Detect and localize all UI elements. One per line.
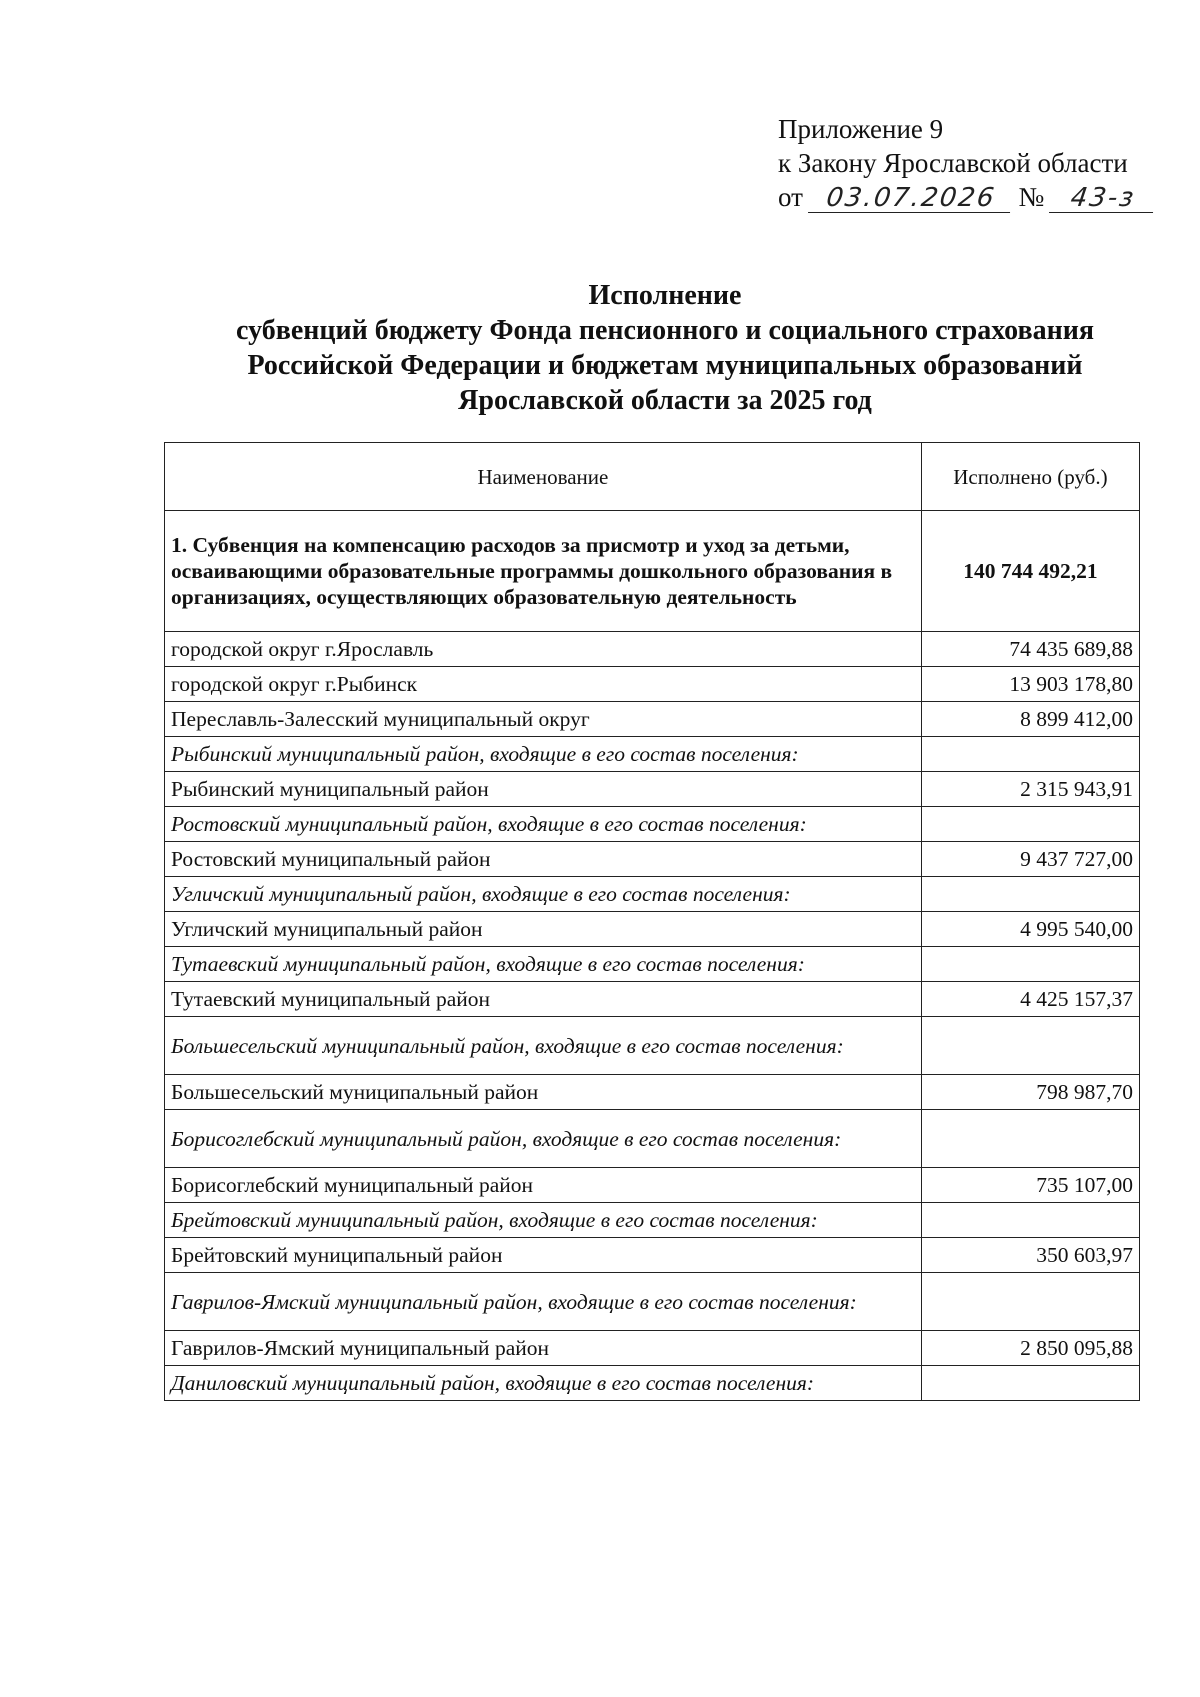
table-row (165, 1017, 1140, 1075)
appendix-number: Приложение 9 (778, 114, 944, 144)
table-row (165, 807, 1140, 842)
table-row (165, 982, 1140, 1017)
table-row-name: Борисоглебский муниципальный район (165, 1168, 922, 1203)
law-date-number-line (778, 180, 1155, 214)
table-row (165, 737, 1140, 772)
from-label: от (778, 182, 803, 212)
table-row (165, 1366, 1140, 1401)
table-row-value: 4 995 540,00 (921, 912, 1139, 947)
table-row-name: Даниловский муниципальный район, входящие в его состав поселения: (165, 1366, 922, 1401)
table-row-value: 2 850 095,88 (921, 1331, 1139, 1366)
table-row-name: Угличский муниципальный район, входящие в его состав поселения: (165, 877, 922, 912)
table-row-name: городской округ г.Ярославль (165, 632, 922, 667)
table-row (165, 1075, 1140, 1110)
table-row-value (921, 1017, 1139, 1075)
column-header-value: Исполнено (руб.) (921, 443, 1139, 511)
title-line-2: субвенций бюджету Фонда пенсионного и социального страхования (236, 315, 1094, 346)
table-row-name: Рыбинский муниципальный район, входящие в его состав поселения: (165, 737, 922, 772)
table-row (165, 912, 1140, 947)
table-row (165, 842, 1140, 877)
table-row-name: Рыбинский муниципальный район (165, 772, 922, 807)
table-row-name: Ростовский муниципальный район (165, 842, 922, 877)
title-line-4: Ярославской области за 2025 год (458, 385, 872, 416)
table-row (165, 947, 1140, 982)
table-row (165, 1168, 1140, 1203)
table-row-value: 350 603,97 (921, 1238, 1139, 1273)
table-header-row (165, 443, 1140, 511)
table-row-value: 735 107,00 (921, 1168, 1139, 1203)
table-row (165, 1110, 1140, 1168)
table-row-value: 4 425 157,37 (921, 982, 1139, 1017)
table-row (165, 1238, 1140, 1273)
table-row-value (921, 1366, 1139, 1401)
law-reference: к Закону Ярославской области (778, 148, 1128, 178)
table-body (165, 511, 1140, 1401)
table-row-value (921, 807, 1139, 842)
table-row (165, 1203, 1140, 1238)
table-row-value: 74 435 689,88 (921, 632, 1139, 667)
table-row-name: Большесельский муниципальный район (165, 1075, 922, 1110)
total-row-name: 1. Субвенция на компенсацию расходов за присмотр и уход за детьми, осваивающими образовательные программы дошкольного образования в организациях, осуществляющих образовательную деятельность (165, 511, 922, 632)
table-total-row (165, 511, 1140, 632)
table-row (165, 772, 1140, 807)
table-row-name: городской округ г.Рыбинск (165, 667, 922, 702)
table-row-value: 9 437 727,00 (921, 842, 1139, 877)
table-row-value: 8 899 412,00 (921, 702, 1139, 737)
total-row-value: 140 744 492,21 (921, 511, 1139, 632)
table-row-name: Борисоглебский муниципальный район, входящие в его состав поселения: (165, 1110, 922, 1168)
table-row (165, 877, 1140, 912)
table-row-value (921, 877, 1139, 912)
table-row-value (921, 1203, 1139, 1238)
table-row-name: Угличский муниципальный район (165, 912, 922, 947)
number-label: № (1018, 182, 1045, 212)
execution-table (164, 442, 1140, 1401)
table-row (165, 1273, 1140, 1331)
table-row-value: 2 315 943,91 (921, 772, 1139, 807)
handwritten-date: 03.07.2026 (808, 184, 1014, 213)
table-row-value: 13 903 178,80 (921, 667, 1139, 702)
table-row-name: Тутаевский муниципальный район, входящие в его состав поселения: (165, 947, 922, 982)
handwritten-number: 43-з (1049, 184, 1157, 213)
table-row-name: Брейтовский муниципальный район, входящие в его состав поселения: (165, 1203, 922, 1238)
appendix-header (778, 112, 1155, 214)
table-row (165, 1331, 1140, 1366)
table-row-value (921, 737, 1139, 772)
document-title (150, 278, 1180, 418)
column-header-name: Наименование (165, 443, 922, 511)
table-row-name: Брейтовский муниципальный район (165, 1238, 922, 1273)
table-row-value (921, 947, 1139, 982)
table-row-value (921, 1110, 1139, 1168)
table-row (165, 632, 1140, 667)
title-line-1: Исполнение (588, 280, 742, 311)
table-row-name: Большесельский муниципальный район, входящие в его состав поселения: (165, 1017, 922, 1075)
table-row-name: Гаврилов-Ямский муниципальный район (165, 1331, 922, 1366)
table-row (165, 702, 1140, 737)
table-row-name: Гаврилов-Ямский муниципальный район, входящие в его состав поселения: (165, 1273, 922, 1331)
table-row-name: Тутаевский муниципальный район (165, 982, 922, 1017)
table-row (165, 667, 1140, 702)
table-row-value: 798 987,70 (921, 1075, 1139, 1110)
table-row-name: Ростовский муниципальный район, входящие в его состав поселения: (165, 807, 922, 842)
table-row-name: Переславль-Залесский муниципальный округ (165, 702, 922, 737)
table-row-value (921, 1273, 1139, 1331)
title-line-3: Российской Федерации и бюджетам муниципальных образований (247, 350, 1083, 381)
